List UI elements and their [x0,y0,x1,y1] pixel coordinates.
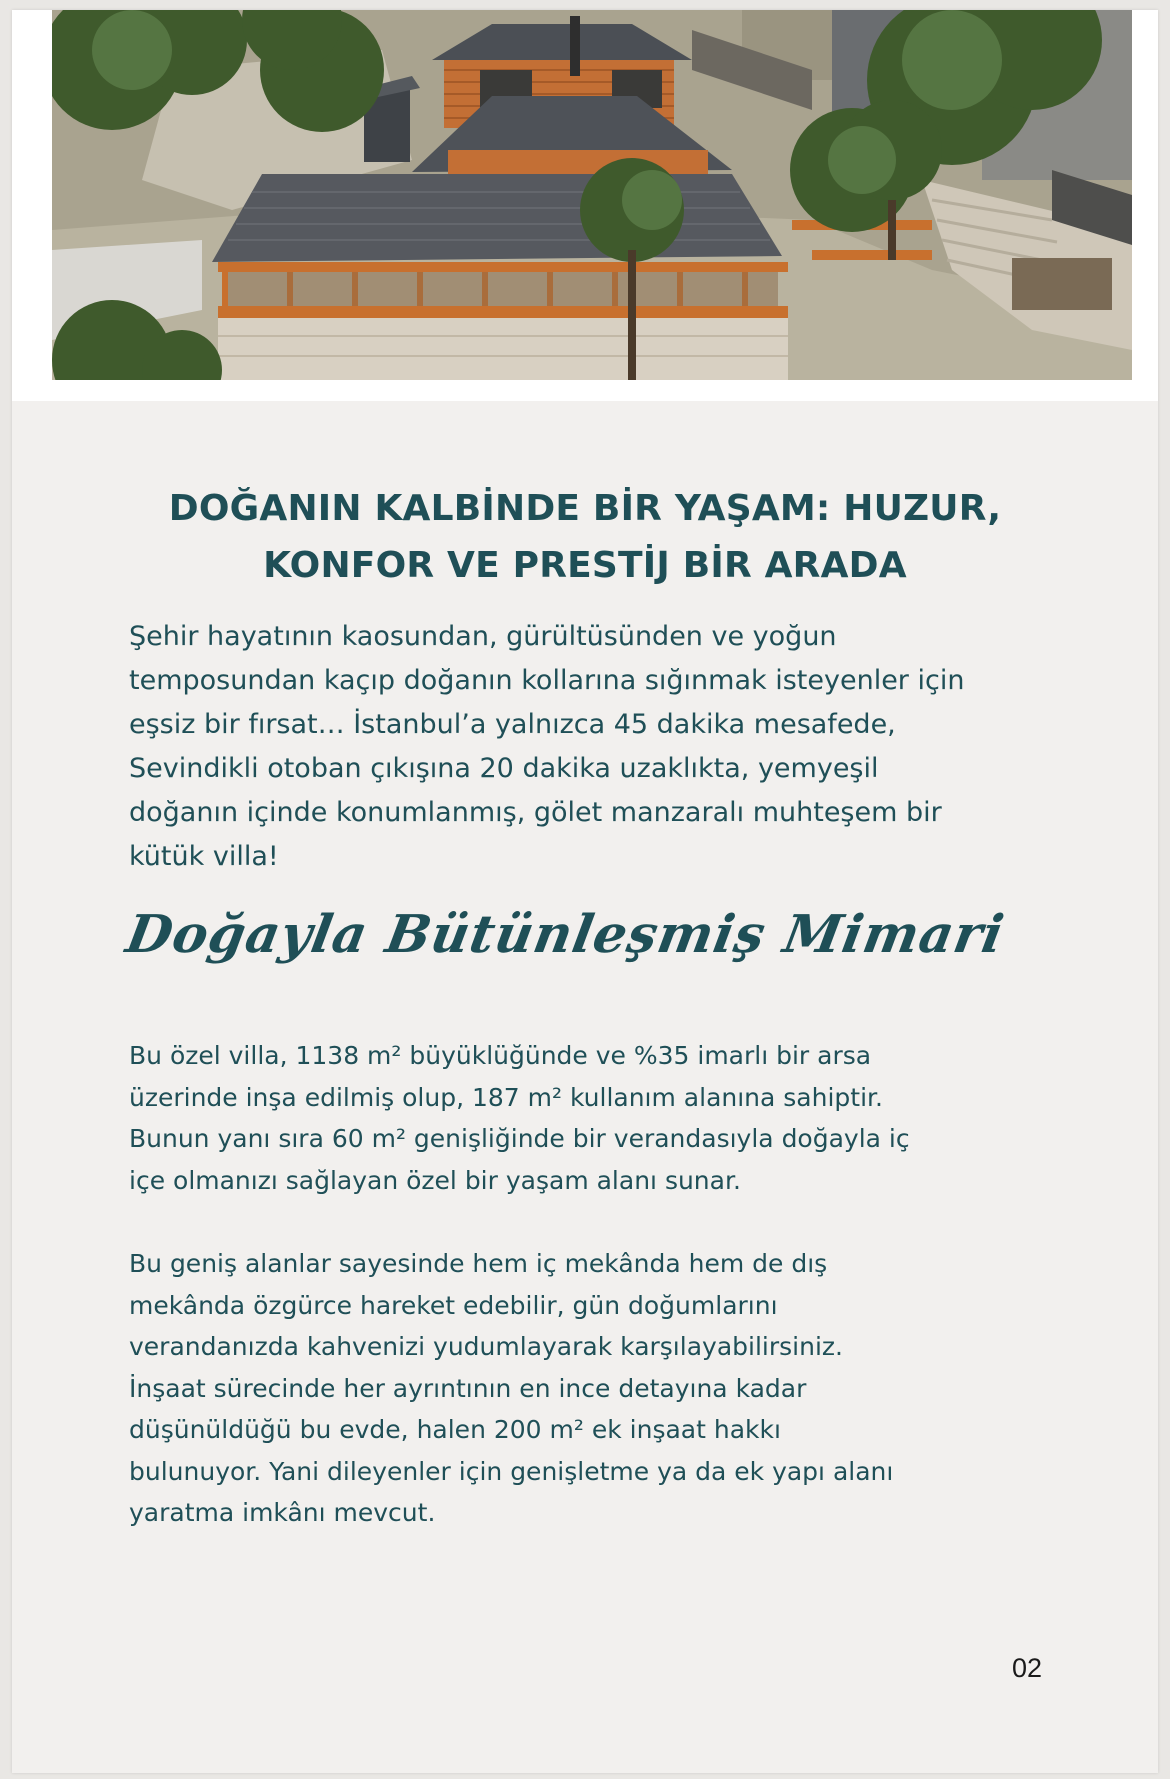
paragraph-line: verandanızda kahvenizi yudumlayarak karşılayabilirsiniz. [129,1332,843,1361]
paragraph-line: Bu özel villa, 1138 m² büyüklüğünde ve %35 imarlı bir arsa [129,1041,872,1070]
paragraph-line: yaratma imkânı mevcut. [129,1498,436,1527]
intro-line: Şehir hayatının kaosundan, gürültüsünden ve yoğun [129,621,837,652]
title-line-2: KONFOR VE PRESTİJ BİR ARADA [263,545,907,586]
villa-photo [52,10,1132,380]
document-page [12,10,1158,1773]
section-title: Doğayla Bütünleşmiş Mimari [121,904,1009,965]
body-paragraph-1 [129,1035,1089,1201]
intro-line: temposundan kaçıp doğanın kollarına sığınmak isteyenler için [129,665,965,696]
paragraph-line: mekânda özgürce hareket edebilir, gün doğumlarını [129,1290,778,1320]
villa-aerial-image [52,10,1132,380]
paragraph-line: bulunuyor. Yani dileyenler için genişletme ya da ek yapı alanı [129,1456,894,1486]
intro-line: kütük villa! [129,841,279,872]
paragraph-line: üzerinde inşa edilmiş olup, 187 m² kullanım alanına sahiptir. [129,1082,883,1112]
page-number: 02 [1012,1653,1043,1683]
paragraph-line: Bu geniş alanlar sayesinde hem iç mekânda hem de dış [129,1249,828,1278]
intro-line: doğanın içinde konumlanmış, gölet manzaralı muhteşem bir [129,797,942,828]
paragraph-line: İnşaat sürecinde her ayrıntının en ince detayına kadar [129,1373,807,1403]
paragraph-line: içe olmanızı sağlayan özel bir yaşam alanı sunar. [129,1165,741,1195]
body-paragraph-2 [129,1243,1089,1534]
title-line-1: DOĞANIN KALBİNDE BİR YAŞAM: HUZUR, [168,488,1002,529]
paragraph-line: düşünüldüğü bu evde, halen 200 m² ek inşaat hakkı [129,1415,781,1444]
intro-paragraph [129,615,1089,879]
photo-band [12,10,1158,401]
paragraph-line: Bunun yanı sıra 60 m² genişliğinde bir verandasıyla doğayla iç [129,1124,910,1153]
page-title [92,480,1078,594]
intro-line: Sevindikli otoban çıkışına 20 dakika uzaklıkta, yemyeşil [129,753,879,784]
intro-line: eşsiz bir fırsat… İstanbul’a yalnızca 45 dakika mesafede, [129,709,896,740]
